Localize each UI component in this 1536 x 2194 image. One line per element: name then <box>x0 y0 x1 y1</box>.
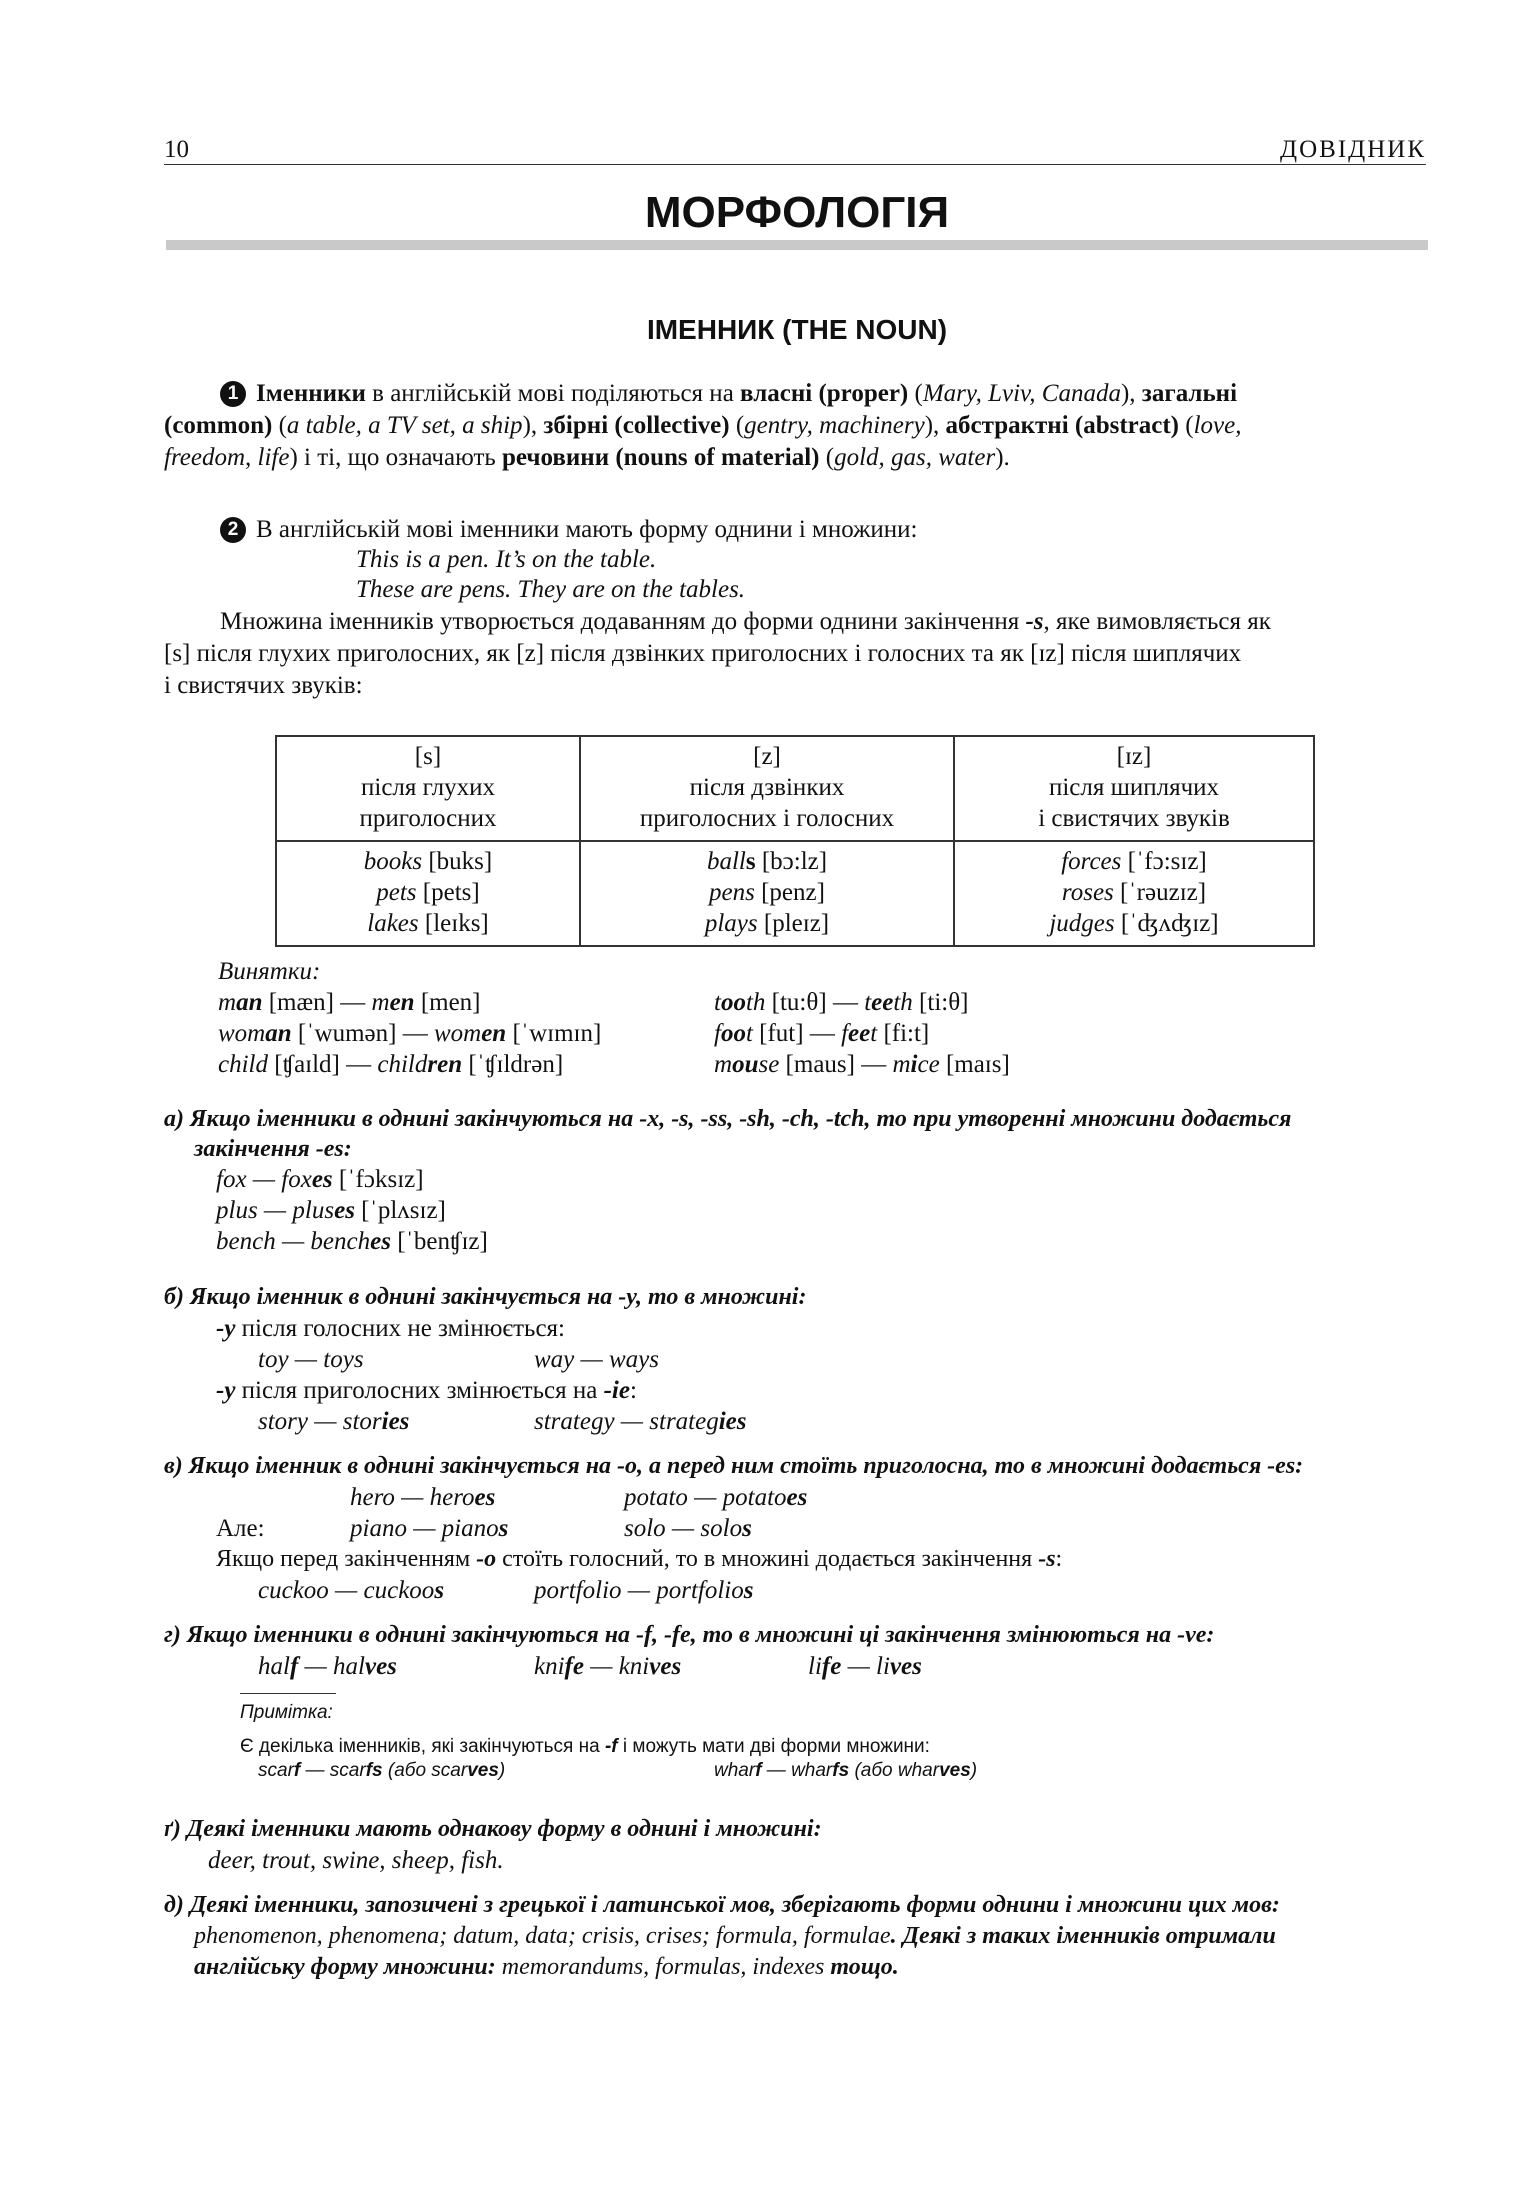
text: f <box>293 1760 301 1781</box>
text: власні (proper) <box>740 380 909 407</box>
table-line <box>961 877 1307 908</box>
rule-d-line-1: д) Деякі іменники, запозичені з грецької і латинської мов, зберігають форми однини і множини цих мов: <box>164 1892 1280 1918</box>
text: стоїть голосний, то в множині додається закінчення <box>496 1546 1039 1572</box>
text: [bɔ:lz] <box>761 848 828 875</box>
text: Є декілька іменників, які закінчуються на <box>240 1736 605 1757</box>
text: після приголосних змінюється на <box>235 1377 604 1404</box>
text: — whar <box>761 1760 833 1781</box>
text: : <box>1055 1546 1063 1572</box>
text: ves <box>649 1653 682 1680</box>
note-example-2 <box>714 1758 977 1783</box>
text: story — stor <box>258 1408 382 1435</box>
page-title: МОРФОЛОГІЯ <box>644 188 950 237</box>
rule-b-line-1 <box>216 1313 565 1344</box>
text: -s <box>1025 608 1044 635</box>
text: [leɪks] <box>424 910 489 937</box>
text: s <box>745 848 756 875</box>
text: fe <box>564 1653 584 1680</box>
exception-left-2 <box>218 1018 601 1049</box>
p1-line-2 <box>164 410 1241 441</box>
text: es <box>370 1228 391 1255</box>
text: ), <box>522 412 544 439</box>
text: gold, gas, water <box>834 444 996 471</box>
rule-v-example-1b <box>624 1482 807 1513</box>
rule-a-example-2 <box>216 1195 446 1226</box>
text: [ˈbenʧɪz] <box>397 1228 488 1255</box>
text: potato — potato <box>624 1484 787 1511</box>
text: [pets] <box>422 879 480 906</box>
text: -o <box>476 1546 497 1572</box>
text: [ˈfɔksɪz] <box>338 1166 424 1193</box>
text: ren <box>427 1051 463 1078</box>
text: — kni <box>583 1653 650 1680</box>
text: m <box>218 989 237 1016</box>
table-line <box>587 846 947 877</box>
text: f <box>714 1020 721 1047</box>
table-header-cell <box>276 736 580 841</box>
text: m <box>371 989 390 1016</box>
table-line <box>961 908 1307 939</box>
rule-a-line-1: а) Якщо іменники в однині закінчуються на -x, -s, -ss, -sh, -ch, -tch, то при утворенні множини додається <box>164 1106 1292 1132</box>
text: і можуть мати дві форми множини: <box>617 1736 930 1757</box>
text: — li <box>841 1653 890 1680</box>
note-rule <box>240 1693 336 1694</box>
text: judges <box>1049 910 1115 937</box>
text: [pleɪz] <box>763 910 830 937</box>
text: [ˈfɔ:sɪz] <box>1127 848 1207 875</box>
text: hal <box>258 1653 290 1680</box>
text: [buks] <box>428 848 493 875</box>
text: s <box>498 1515 509 1542</box>
table-line <box>587 908 947 939</box>
rule-v-example-1a <box>350 1482 495 1513</box>
text: oo <box>720 1020 746 1047</box>
exceptions-title: Винятки: <box>218 958 321 985</box>
text: англійську форму множини: <box>194 1954 502 1980</box>
text: ee <box>871 989 894 1016</box>
rule-a-line-2: закінчення -es: <box>194 1136 352 1162</box>
text: — <box>346 1051 372 1078</box>
section-title: ІМЕННИК (THE NOUN) <box>646 314 948 345</box>
p1-line-3 <box>164 442 1010 473</box>
text: — <box>340 989 366 1016</box>
text: -f <box>604 1736 618 1757</box>
text: [ˈwɪmɪn] <box>512 1020 602 1047</box>
text: t <box>864 989 872 1016</box>
text: books <box>363 848 423 875</box>
text: t <box>745 1020 753 1047</box>
text: piano — piano <box>350 1515 499 1542</box>
text: -ie <box>603 1377 630 1404</box>
text: bench — bench <box>216 1228 371 1255</box>
text: . Деякі з таких іменників отримали <box>890 1923 1276 1949</box>
table-header-cell <box>954 736 1314 841</box>
table-line <box>283 846 573 877</box>
text: cuckoo — cuckoo <box>258 1577 435 1604</box>
text: hero — hero <box>350 1484 475 1511</box>
number-1-icon: 1 <box>220 381 246 407</box>
text: child <box>218 1051 268 1078</box>
text: -s <box>1038 1546 1056 1572</box>
text: memorandums, formulas, indexes <box>501 1954 825 1980</box>
rule-v-line-1 <box>216 1544 1062 1575</box>
text: f <box>841 1020 849 1047</box>
text: strategy — strateg <box>534 1408 719 1435</box>
text: ou <box>732 1051 759 1078</box>
text: fs <box>832 1760 850 1781</box>
note-example-1 <box>258 1758 505 1783</box>
rule-g-title: г) Якщо іменники в однині закінчуються на -f, -fe, то в множині ці закінчення змінюються на -ve: <box>164 1622 1215 1648</box>
rule-g2-example: deer, trout, swine, sheep, fish. <box>208 1847 504 1874</box>
text: oo <box>720 989 746 1016</box>
text: — <box>832 989 858 1016</box>
text: -y <box>216 1377 236 1404</box>
text: (або scar <box>382 1760 468 1781</box>
text: після дзвінких <box>689 774 845 801</box>
text: ( <box>1179 412 1194 439</box>
number-2-icon: 2 <box>220 517 246 543</box>
header-rule <box>164 164 1426 165</box>
text: ee <box>848 1020 871 1047</box>
text: приголосних і голосних <box>639 805 895 832</box>
text: portfolio — portfolio <box>534 1577 744 1604</box>
rule-g-example-1 <box>258 1651 397 1682</box>
rule-g2-title: ґ) Деякі іменники мають однакову форму в однині і множині: <box>164 1816 822 1842</box>
rule-b-example-1b: way — ways <box>534 1346 659 1373</box>
text: [mæn] <box>268 989 334 1016</box>
text: [fi:t] <box>883 1020 930 1047</box>
text: ies <box>381 1408 410 1435</box>
page-number: 10 <box>164 136 189 163</box>
p2-example-2: These are pens. They are on the tables. <box>356 576 746 603</box>
rule-v-example-3a <box>258 1575 444 1606</box>
text: [penz] <box>761 879 825 906</box>
text: fs <box>365 1760 383 1781</box>
text: ) і ті, що означають <box>289 444 503 471</box>
text: an <box>265 1020 292 1047</box>
text: fe <box>821 1653 842 1680</box>
text: kni <box>534 1653 565 1680</box>
text: ( <box>729 412 745 439</box>
text: gentry, machinery <box>744 412 925 439</box>
rule-b-example-1a: toy — toys <box>258 1346 364 1373</box>
p1-line-1 <box>220 378 1426 409</box>
text: an <box>236 989 263 1016</box>
rule-b-title: б) Якщо іменник в однині закінчується на -y, то в множині: <box>164 1284 807 1310</box>
plural-pronunciation-table <box>275 735 1315 947</box>
text: [ˈwumən] <box>297 1020 397 1047</box>
text: wom <box>218 1020 266 1047</box>
text: li <box>808 1653 822 1680</box>
text: ves <box>364 1653 397 1680</box>
text: ( <box>819 444 835 471</box>
text: wom <box>433 1020 482 1047</box>
text: ), <box>924 412 946 439</box>
note-title: Примітка: <box>240 1702 333 1723</box>
text: Mary, Lviv, Canada <box>922 380 1121 407</box>
text: , яке вимовляється як <box>1043 608 1271 635</box>
p2-example-1: This is a pen. It’s on the table. <box>356 546 657 573</box>
text: fox — fox <box>216 1166 312 1193</box>
text: phenomenon, phenomena; datum, data; crisis, crises; formula, formulae <box>194 1923 891 1949</box>
table-line <box>283 908 573 939</box>
running-header: ДОВІДНИК <box>1280 136 1426 163</box>
text: [fut] <box>759 1020 804 1047</box>
rule-b-example-2a <box>258 1406 409 1437</box>
text: love, <box>1193 412 1242 439</box>
text: ), <box>1120 380 1142 407</box>
text: es <box>334 1197 355 1224</box>
text: a table, a TV set, a ship <box>286 412 523 439</box>
text: lakes <box>367 910 419 937</box>
text: child <box>377 1051 428 1078</box>
text: th <box>893 989 913 1016</box>
text: і свистячих звуків <box>1038 805 1230 832</box>
rule-v-title: в) Якщо іменник в однині закінчується на -o, а перед ним стоїть приголосна, то в множині додається -es: <box>164 1453 1304 1479</box>
text: Іменники <box>256 380 366 407</box>
text: [ti:θ] <box>919 989 969 1016</box>
rule-v-but: Але: <box>216 1515 265 1542</box>
table-cell <box>954 841 1314 946</box>
text: -y <box>216 1315 236 1342</box>
text: після шиплячих <box>1048 774 1220 801</box>
text: — scar <box>300 1760 366 1781</box>
rule-a-example-1 <box>216 1164 424 1195</box>
table-cell <box>580 841 954 946</box>
text: s <box>743 1577 754 1604</box>
rule-v-example-3b <box>534 1575 754 1606</box>
rule-a-example-3 <box>216 1226 488 1257</box>
rule-g-example-3 <box>808 1651 922 1682</box>
table-line <box>587 877 947 908</box>
text: — hal <box>298 1653 365 1680</box>
exception-right-2 <box>714 1018 929 1049</box>
text: pens <box>709 879 755 906</box>
text: [s] <box>414 743 442 770</box>
text: th <box>745 989 766 1016</box>
text: forces <box>1061 848 1122 875</box>
text: en <box>389 989 415 1016</box>
text: t <box>870 1020 878 1047</box>
text: після глухих <box>361 774 495 801</box>
p2-line-1 <box>220 606 1271 637</box>
text: : <box>629 1377 637 1404</box>
text: s <box>434 1577 445 1604</box>
text: Якщо перед закінченням <box>216 1546 477 1572</box>
text: [z] <box>753 743 781 770</box>
table-line <box>961 846 1307 877</box>
text: [ˈrəuzɪz] <box>1120 879 1207 906</box>
text: — <box>402 1020 428 1047</box>
text: (або whar <box>849 1760 940 1781</box>
text: [ɪz] <box>1116 743 1152 770</box>
rule-d-line-3 <box>194 1952 899 1983</box>
text: в англійській мові поділяються на <box>365 380 741 407</box>
text: [tu:θ] <box>771 989 827 1016</box>
note-text <box>240 1734 930 1759</box>
table-row <box>276 841 1314 946</box>
text: [men] <box>420 989 481 1016</box>
text: приголосних <box>359 805 497 832</box>
text: тощо. <box>824 1954 899 1980</box>
text: — <box>861 1051 887 1078</box>
exception-left-1 <box>218 987 481 1018</box>
text: ( <box>908 380 923 407</box>
text: es <box>311 1166 333 1193</box>
text: f <box>289 1653 299 1680</box>
text: [ˈʧɪldrən] <box>468 1051 564 1078</box>
exception-right-1 <box>714 987 969 1018</box>
text: scar <box>258 1760 294 1781</box>
text: freedom, life <box>164 444 290 471</box>
text: ) <box>970 1760 978 1781</box>
text: [ˈplʌsɪz] <box>361 1197 446 1224</box>
table-header-cell <box>580 736 954 841</box>
text: ( <box>272 412 287 439</box>
text: en <box>481 1020 507 1047</box>
rule-v-example-2a <box>350 1513 508 1544</box>
p2-intro <box>220 514 917 545</box>
text: se <box>758 1051 780 1078</box>
text: [maus] <box>785 1051 855 1078</box>
text: ies <box>718 1408 747 1435</box>
text: ball <box>706 848 746 875</box>
text: solo — solo <box>624 1515 743 1542</box>
text: es <box>786 1484 808 1511</box>
p2-line-3: і свистячих звуків: <box>164 672 363 699</box>
text: — <box>809 1020 835 1047</box>
text: [ˈʤʌʤɪz] <box>1120 910 1219 937</box>
text: whar <box>714 1760 756 1781</box>
text: s <box>742 1515 752 1542</box>
text: після голосних не змінюється: <box>235 1315 565 1342</box>
table-cell <box>276 841 580 946</box>
rule-g-example-2 <box>534 1651 681 1682</box>
p2-line-2: [s] після глухих приголосних, як [z] після дзвінких приголосних і голосних та як [ɪz] після шиплячих <box>164 640 1242 667</box>
text: (common) <box>164 412 273 439</box>
rule-d-line-2 <box>194 1921 1276 1952</box>
rule-b-line-2 <box>216 1375 637 1406</box>
text: ce <box>917 1051 940 1078</box>
text: ves <box>467 1760 499 1781</box>
text: загальні <box>1141 380 1238 407</box>
rule-b-example-2b <box>534 1406 747 1437</box>
text: roses <box>1061 879 1114 906</box>
table-header-row <box>276 736 1314 841</box>
rule-v-example-2b <box>624 1513 752 1544</box>
text: абстрактні (abstract) <box>945 412 1180 439</box>
text: речовини (nouns of material) <box>502 444 820 471</box>
text: pets <box>376 879 417 906</box>
text: [ʧaɪld] <box>274 1051 340 1078</box>
text: В англійській мові іменники мають форму однини і множини: <box>256 516 918 543</box>
text: збірні (collective) <box>543 412 730 439</box>
text: ). <box>995 444 1010 471</box>
text: m <box>714 1051 733 1078</box>
text: t <box>714 989 721 1016</box>
text: m <box>892 1051 911 1078</box>
text: ves <box>939 1760 971 1781</box>
text: [maɪs] <box>945 1051 1010 1078</box>
text: Множина іменників утворюється додаванням до форми однини закінчення <box>220 608 1026 635</box>
text: ves <box>889 1653 922 1680</box>
title-rule <box>166 240 1428 250</box>
exception-left-3 <box>218 1049 563 1080</box>
text: i <box>910 1051 918 1078</box>
text: ) <box>498 1760 506 1781</box>
exception-right-3 <box>714 1049 1010 1080</box>
text: plays <box>704 910 758 937</box>
text: f <box>755 1760 762 1781</box>
text: es <box>474 1484 496 1511</box>
table-line <box>283 877 573 908</box>
text: plus — plus <box>216 1197 335 1224</box>
